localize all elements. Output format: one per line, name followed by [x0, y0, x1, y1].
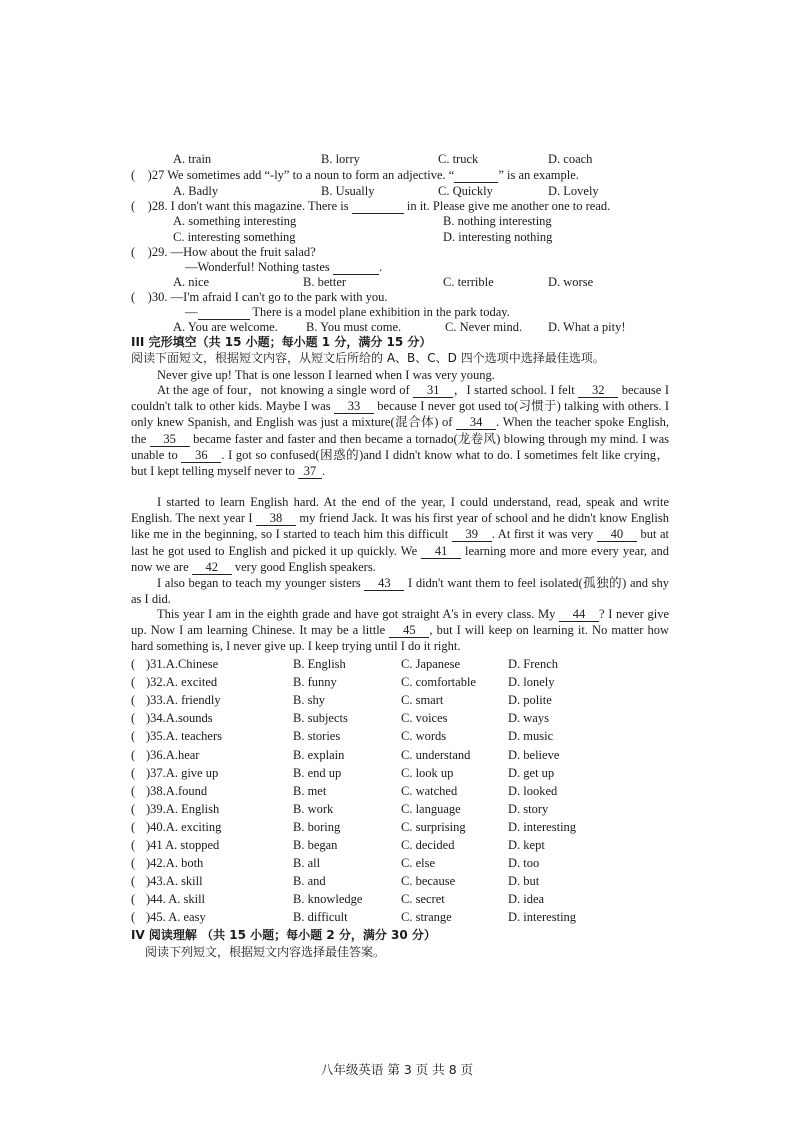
- option-a: A. train: [173, 152, 212, 166]
- question-number: 29: [151, 245, 165, 259]
- blank-36: 36: [181, 449, 221, 463]
- option-d: D. music: [508, 729, 554, 744]
- passage-paragraph-2: I started to learn English hard. At the end of the year, I could understand, read, speak and write English. The next year I 38 my friend Jack. It was his first year of school and he didn't know English like me in the beginning, so I started to teach him this difficult 39 . At first it was very 40 but at last he got used to English and picked it up quickly. We 41 learning more and more every year, and now we are 42 very good English speakers.: [131, 495, 670, 574]
- answer-blank: [352, 200, 404, 214]
- option-d: D. ways: [508, 711, 549, 726]
- answer-paren: (: [131, 910, 136, 925]
- option-c: C. understand: [401, 747, 471, 762]
- answer-paren: (: [131, 801, 136, 816]
- option-c: C. Quickly: [438, 184, 493, 198]
- answer-blank: [454, 169, 498, 183]
- option-c: C. interesting something: [173, 230, 296, 244]
- option-b: B. all: [293, 856, 321, 871]
- q29-stem: ( )29. —How about the fruit salad?: [131, 245, 316, 259]
- option-b: B. knowledge: [293, 892, 363, 907]
- option-c: C. language: [401, 801, 461, 816]
- option-d: D. worse: [548, 275, 594, 289]
- option-b: B. English: [293, 657, 346, 671]
- blank-31: 31: [413, 384, 453, 398]
- option-c: C. secret: [401, 892, 445, 907]
- blank-38: 38: [256, 512, 296, 526]
- option-d: D. interesting: [508, 910, 577, 925]
- answer-paren: (: [131, 838, 136, 852]
- question-number: )44. A. skill: [146, 892, 206, 907]
- option-b: B. and: [293, 874, 326, 889]
- option-b: B. work: [293, 801, 334, 816]
- answer-paren: (: [131, 874, 136, 889]
- question-number: )31.A.Chinese: [146, 657, 219, 671]
- option-c: C. because: [401, 874, 456, 889]
- option-d: D. story: [508, 801, 549, 816]
- question-number: )42.A. both: [146, 856, 204, 871]
- answer-paren: (: [131, 729, 136, 744]
- option-b: B. Usually: [321, 184, 375, 198]
- question-number: )40.A. exciting: [146, 819, 222, 834]
- option-b: B. boring: [293, 819, 341, 834]
- option-b: B. difficult: [293, 910, 348, 925]
- page-footer: 八年级英语 第 3 页 共 8 页: [320, 1062, 474, 1077]
- passage-paragraph-4: This year I am in the eighth grade and have got straight A's in every class. My 44 ? I never give up. Now I am learning Chinese. It may be a little 45 , but I will keep on learning it. No matter how hard something is, I never give up. I keep trying until I do it right.: [131, 607, 669, 654]
- option-b: B. stories: [293, 729, 341, 744]
- option-a: A. You are welcome.: [173, 320, 278, 334]
- option-b: B. met: [293, 783, 327, 798]
- option-d: D. idea: [508, 892, 545, 907]
- answer-paren: (: [131, 765, 136, 780]
- section3-instruction: 阅读下面短文，根据短文内容，从短文后所给的 A、B、C、D 四个选项中选择最佳选项。: [131, 351, 605, 365]
- blank-40: 40: [597, 528, 637, 542]
- q29-line2: —Wonderful! Nothing tastes .: [185, 260, 383, 274]
- option-d: D. interesting: [508, 819, 577, 834]
- blank-33: 33: [334, 400, 374, 414]
- option-d: D. coach: [548, 152, 593, 166]
- blank-37: 37: [298, 465, 322, 479]
- question-number: 30: [151, 290, 165, 304]
- option-c: C. strange: [401, 910, 452, 925]
- section4-title: IV 阅读理解 （共 15 小题；每小题 2 分，满分 30 分）: [131, 928, 436, 942]
- blank-42: 42: [192, 561, 232, 575]
- answer-paren: (: [131, 693, 136, 708]
- option-b: B. subjects: [293, 711, 348, 726]
- option-a: A. Badly: [173, 184, 219, 198]
- option-c: C. watched: [401, 783, 458, 798]
- option-b: B. nothing interesting: [443, 214, 552, 228]
- option-c: C. truck: [438, 152, 479, 166]
- option-b: B. You must come.: [306, 320, 402, 334]
- option-d: D. looked: [508, 783, 558, 798]
- question-number: )43.A. skill: [146, 874, 203, 889]
- question-number: 27: [151, 168, 165, 182]
- option-d: D. What a pity!: [548, 320, 626, 334]
- option-c: C. Japanese: [401, 657, 461, 671]
- answer-blank: [198, 306, 250, 320]
- option-c: C. decided: [401, 838, 455, 852]
- passage-paragraph-1: At the age of four，not knowing a single word of 31 ，I started school. I felt 32 because I couldn't talk to other kids. Maybe I was 33 because I never got used to(习惯于) talking with others. I only knew Spanish, and English was just a mixture(混合体) of 34 . When the teacher spoke English, the 35 became faster and faster and then became a tornado(龙卷风) blowing through my mind. I was unable to 36 . I got so confused(困惑的)and I didn't know what to do. I sometimes felt like crying，but I kept telling myself never to 37 .: [131, 383, 670, 479]
- blank-41: 41: [421, 545, 461, 559]
- option-b: B. lorry: [321, 152, 360, 166]
- option-c: C. terrible: [443, 275, 494, 289]
- option-d: D. French: [508, 657, 558, 671]
- question-number: )35.A. teachers: [146, 729, 223, 744]
- option-b: B. better: [303, 275, 347, 289]
- blank-43: 43: [364, 577, 404, 591]
- question-number: )39.A. English: [146, 801, 220, 816]
- question-number: )36.A.hear: [146, 747, 200, 762]
- blank-32: 32: [578, 384, 618, 398]
- blank-39: 39: [452, 528, 492, 542]
- option-d: D. get up: [508, 765, 555, 780]
- option-c: C. look up: [401, 765, 454, 780]
- question-number: )32.A. excited: [146, 675, 218, 690]
- question-number: 28: [151, 199, 165, 213]
- option-c: C. else: [401, 856, 436, 871]
- option-a: A. something interesting: [173, 214, 297, 228]
- option-d: D. Lovely: [548, 184, 599, 198]
- blank-35: 35: [150, 433, 190, 447]
- option-d: D. but: [508, 874, 540, 889]
- answer-paren: (: [131, 783, 136, 798]
- option-b: B. began: [293, 838, 338, 852]
- question-number: )41 A. stopped: [146, 838, 220, 852]
- question-number: )34.A.sounds: [146, 711, 213, 726]
- section4-instruction: 阅读下列短文，根据短文内容选择最佳答案。: [145, 945, 386, 959]
- answer-paren: (: [131, 892, 136, 907]
- option-c: C. voices: [401, 711, 448, 726]
- question-number: )38.A.found: [146, 783, 208, 798]
- blank-44: 44: [559, 608, 599, 622]
- answer-blank: [333, 261, 379, 275]
- q30-stem: ( )30. —I'm afraid I can't go to the park with you.: [131, 290, 388, 304]
- answer-paren: (: [131, 819, 136, 834]
- question-number: )33.A. friendly: [146, 693, 221, 708]
- answer-paren: (: [131, 856, 136, 871]
- option-d: D. interesting nothing: [443, 230, 553, 244]
- option-c: C. words: [401, 729, 447, 744]
- option-d: D. polite: [508, 693, 552, 708]
- q27-stem: ( )27 We sometimes add “-ly” to a noun to form an adjective. “ ” is an example.: [131, 168, 579, 182]
- option-d: D. believe: [508, 747, 560, 762]
- option-d: D. lonely: [508, 675, 555, 690]
- option-d: D. too: [508, 856, 540, 871]
- blank-34: 34: [456, 416, 496, 430]
- option-b: B. end up: [293, 765, 342, 780]
- passage-paragraph-3: I also began to teach my younger sisters 43 I didn't want them to feel isolated(孤独的) and shy as I did.: [131, 576, 669, 607]
- answer-paren: (: [131, 657, 136, 671]
- blank-45: 45: [389, 624, 429, 638]
- option-d: D. kept: [508, 838, 545, 852]
- option-a: A. nice: [173, 275, 210, 289]
- option-c: C. comfortable: [401, 675, 476, 690]
- option-b: B. shy: [293, 693, 325, 708]
- option-b: B. funny: [293, 675, 337, 690]
- q30-line2: — There is a model plane exhibition in the park today.: [185, 305, 510, 319]
- option-c: C. smart: [401, 693, 444, 708]
- section3-title: III 完形填空（共 15 小题；每小题 1 分，满分 15 分）: [131, 335, 432, 349]
- q28-stem: ( )28. I don't want this magazine. There is in it. Please give me another one to read.: [131, 199, 611, 213]
- option-b: B. explain: [293, 747, 345, 762]
- question-number: )37.A. give up: [146, 765, 219, 780]
- answer-paren: (: [131, 711, 136, 726]
- option-c: C. Never mind.: [445, 320, 523, 334]
- answer-paren: (: [131, 675, 136, 690]
- option-c: C. surprising: [401, 819, 466, 834]
- answer-paren: (: [131, 747, 136, 762]
- passage-intro: Never give up! That is one lesson I learned when I was very young.: [157, 368, 495, 382]
- question-number: )45. A. easy: [146, 910, 206, 925]
